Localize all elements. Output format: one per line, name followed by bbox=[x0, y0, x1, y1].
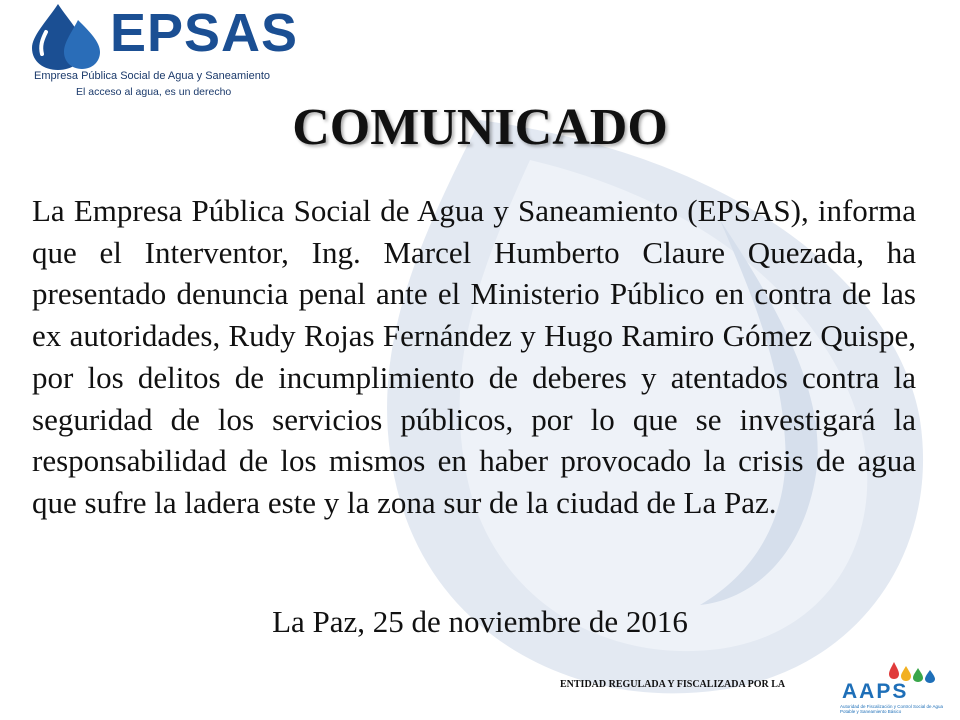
water-drop-icon bbox=[28, 2, 113, 72]
epsas-logo bbox=[28, 2, 298, 100]
communique-body: La Empresa Pública Social de Agua y Saneamiento (EPSAS), informa que el Interventor, Ing. Marcel Humberto Claure Quezada, ha presentado denuncia penal ante el Ministerio Público en contra de las ex autoridades, Rudy Rojas Fernández y Hugo Ramiro Gómez Quispe, por los delitos de incumplimiento de deberes y atentados contra la seguridad de los servicios públicos, por lo que se investigará la responsabilidad de los mismos en haber provocado la crisis de agua que sufre la ladera este y la zona sur de la ciudad de La Paz. bbox=[32, 193, 916, 520]
aaps-logo bbox=[836, 660, 946, 720]
aaps-wordmark: AAPS bbox=[842, 680, 909, 703]
document-date: La Paz, 25 de noviembre de 2016 bbox=[272, 604, 688, 639]
logo-full-name: Empresa Pública Social de Agua y Saneamiento bbox=[34, 70, 271, 82]
document-title: COMUNICADO bbox=[292, 99, 668, 156]
aaps-full-name: Autoridad de Fiscalización y Control Social de Agua Potable y Saneamiento Básico bbox=[840, 704, 944, 714]
regulated-by-label: ENTIDAD REGULADA Y FISCALIZADA POR LA bbox=[560, 679, 786, 690]
logo-wordmark: EPSAS bbox=[110, 3, 299, 63]
logo-tagline: El acceso al agua, es un derecho bbox=[76, 86, 232, 98]
